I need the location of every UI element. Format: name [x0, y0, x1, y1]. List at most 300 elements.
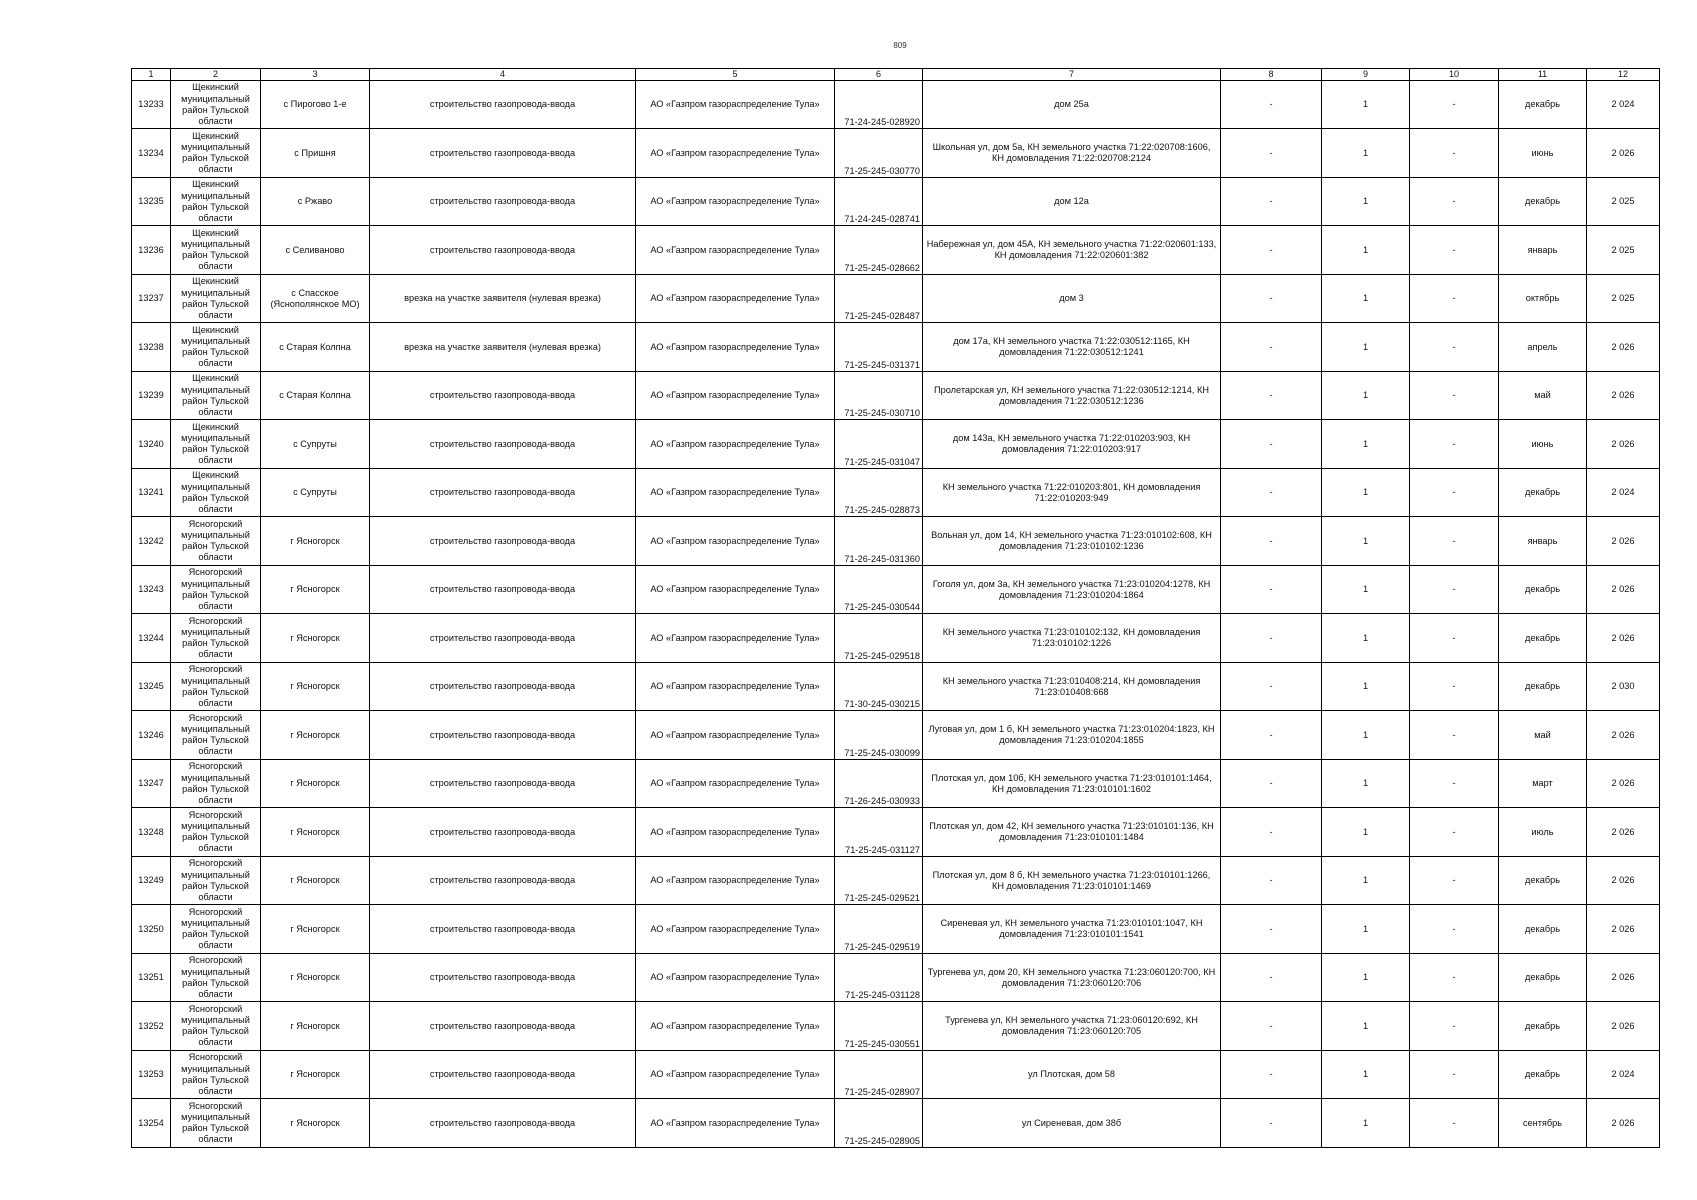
column-8-cell: - — [1221, 177, 1322, 226]
organization-cell: АО «Газпром газораспределение Тула» — [636, 323, 835, 372]
column-10-cell: - — [1410, 177, 1499, 226]
table-row — [132, 711, 1660, 760]
row-number-cell: 13254 — [132, 1099, 171, 1148]
month-cell: декабрь — [1499, 905, 1587, 954]
column-10-cell: - — [1410, 274, 1499, 323]
row-number-cell: 13242 — [132, 517, 171, 566]
table-row — [132, 177, 1660, 226]
year-cell: 2 026 — [1587, 371, 1660, 420]
district-cell: Щекинский муниципальный район Тульской области — [171, 468, 261, 517]
year-cell: 2 025 — [1587, 274, 1660, 323]
code-cell: 71-24-245-028741 — [835, 177, 923, 226]
year-cell: 2 026 — [1587, 808, 1660, 857]
code-cell: 71-25-245-030099 — [835, 711, 923, 760]
row-number-cell: 13238 — [132, 323, 171, 372]
table-row — [132, 808, 1660, 857]
year-cell: 2 026 — [1587, 711, 1660, 760]
month-cell: июнь — [1499, 129, 1587, 178]
table-row — [132, 905, 1660, 954]
code-cell: 71-26-245-030933 — [835, 759, 923, 808]
district-cell: Щекинский муниципальный район Тульской области — [171, 323, 261, 372]
column-9-cell: 1 — [1322, 177, 1410, 226]
locality-cell: с Старая Колпна — [261, 371, 370, 420]
district-cell: Ясногорский муниципальный район Тульской области — [171, 711, 261, 760]
year-cell: 2 026 — [1587, 565, 1660, 614]
column-8-cell: - — [1221, 759, 1322, 808]
locality-cell: г Ясногорск — [261, 1099, 370, 1148]
district-cell: Ясногорский муниципальный район Тульской области — [171, 1002, 261, 1051]
table-row — [132, 468, 1660, 517]
organization-cell: АО «Газпром газораспределение Тула» — [636, 1002, 835, 1051]
work-type-cell: строительство газопровода-ввода — [370, 953, 636, 1002]
row-number-cell: 13233 — [132, 80, 171, 129]
locality-cell: с Супруты — [261, 468, 370, 517]
address-cell: дом 3 — [923, 274, 1221, 323]
column-10-cell: - — [1410, 80, 1499, 129]
district-cell: Щекинский муниципальный район Тульской области — [171, 274, 261, 323]
district-cell: Ясногорский муниципальный район Тульской области — [171, 517, 261, 566]
column-8-cell: - — [1221, 1050, 1322, 1099]
work-type-cell: строительство газопровода-ввода — [370, 759, 636, 808]
table-row — [132, 517, 1660, 566]
district-cell: Ясногорский муниципальный район Тульской области — [171, 856, 261, 905]
table-row — [132, 856, 1660, 905]
work-type-cell: строительство газопровода-ввода — [370, 856, 636, 905]
column-header-row — [132, 69, 1660, 81]
column-9-cell: 1 — [1322, 614, 1410, 663]
work-type-cell: строительство газопровода-ввода — [370, 177, 636, 226]
district-cell: Ясногорский муниципальный район Тульской области — [171, 759, 261, 808]
column-header: 9 — [1322, 69, 1410, 81]
address-cell: дом 12а — [923, 177, 1221, 226]
address-cell: Плотская ул, дом 10б, КН земельного участка 71:23:010101:1464, КН домовладения 71:23:010101:1602 — [923, 759, 1221, 808]
table-row — [132, 1002, 1660, 1051]
work-type-cell: строительство газопровода-ввода — [370, 1050, 636, 1099]
column-9-cell: 1 — [1322, 759, 1410, 808]
column-header: 4 — [370, 69, 636, 81]
locality-cell: г Ясногорск — [261, 856, 370, 905]
organization-cell: АО «Газпром газораспределение Тула» — [636, 226, 835, 275]
data-table — [131, 68, 1660, 1148]
row-number-cell: 13253 — [132, 1050, 171, 1099]
code-cell: 71-26-245-031360 — [835, 517, 923, 566]
column-8-cell: - — [1221, 517, 1322, 566]
column-9-cell: 1 — [1322, 420, 1410, 469]
column-8-cell: - — [1221, 80, 1322, 129]
table-row — [132, 129, 1660, 178]
row-number-cell: 13241 — [132, 468, 171, 517]
column-10-cell: - — [1410, 662, 1499, 711]
column-9-cell: 1 — [1322, 371, 1410, 420]
table-row — [132, 323, 1660, 372]
column-10-cell: - — [1410, 905, 1499, 954]
year-cell: 2 026 — [1587, 614, 1660, 663]
work-type-cell: строительство газопровода-ввода — [370, 468, 636, 517]
year-cell: 2 025 — [1587, 177, 1660, 226]
year-cell: 2 026 — [1587, 420, 1660, 469]
address-cell: КН земельного участка 71:23:010408:214, КН домовладения 71:23:010408:668 — [923, 662, 1221, 711]
year-cell: 2 026 — [1587, 759, 1660, 808]
organization-cell: АО «Газпром газораспределение Тула» — [636, 808, 835, 857]
month-cell: сентябрь — [1499, 1099, 1587, 1148]
column-header: 2 — [171, 69, 261, 81]
column-9-cell: 1 — [1322, 1050, 1410, 1099]
locality-cell: с Ржаво — [261, 177, 370, 226]
column-10-cell: - — [1410, 953, 1499, 1002]
district-cell: Ясногорский муниципальный район Тульской области — [171, 565, 261, 614]
column-8-cell: - — [1221, 808, 1322, 857]
organization-cell: АО «Газпром газораспределение Тула» — [636, 856, 835, 905]
locality-cell: г Ясногорск — [261, 905, 370, 954]
month-cell: декабрь — [1499, 614, 1587, 663]
organization-cell: АО «Газпром газораспределение Тула» — [636, 1050, 835, 1099]
column-9-cell: 1 — [1322, 711, 1410, 760]
address-cell: Гоголя ул, дом 3а, КН земельного участка 71:23:010204:1278, КН домовладения 71:23:010204:1864 — [923, 565, 1221, 614]
year-cell: 2 024 — [1587, 1050, 1660, 1099]
month-cell: апрель — [1499, 323, 1587, 372]
locality-cell: г Ясногорск — [261, 1002, 370, 1051]
address-cell: Луговая ул, дом 1 б, КН земельного участка 71:23:010204:1823, КН домовладения 71:23:010204:1855 — [923, 711, 1221, 760]
column-9-cell: 1 — [1322, 1002, 1410, 1051]
table-row — [132, 226, 1660, 275]
code-cell: 71-25-245-028487 — [835, 274, 923, 323]
row-number-cell: 13235 — [132, 177, 171, 226]
column-10-cell: - — [1410, 808, 1499, 857]
year-cell: 2 026 — [1587, 953, 1660, 1002]
column-8-cell: - — [1221, 468, 1322, 517]
locality-cell: г Ясногорск — [261, 808, 370, 857]
column-9-cell: 1 — [1322, 856, 1410, 905]
address-cell: КН земельного участка 71:23:010102:132, КН домовладения 71:23:010102:1226 — [923, 614, 1221, 663]
row-number-cell: 13243 — [132, 565, 171, 614]
column-header: 5 — [636, 69, 835, 81]
year-cell: 2 026 — [1587, 323, 1660, 372]
column-8-cell: - — [1221, 662, 1322, 711]
column-10-cell: - — [1410, 614, 1499, 663]
year-cell: 2 026 — [1587, 517, 1660, 566]
address-cell: Пролетарская ул, КН земельного участка 71:22:030512:1214, КН домовладения 71:22:030512:1236 — [923, 371, 1221, 420]
column-8-cell: - — [1221, 711, 1322, 760]
organization-cell: АО «Газпром газораспределение Тула» — [636, 662, 835, 711]
district-cell: Ясногорский муниципальный район Тульской области — [171, 614, 261, 663]
column-header: 3 — [261, 69, 370, 81]
code-cell: 71-25-245-031371 — [835, 323, 923, 372]
column-8-cell: - — [1221, 905, 1322, 954]
locality-cell: г Ясногорск — [261, 1050, 370, 1099]
column-10-cell: - — [1410, 420, 1499, 469]
code-cell: 71-25-245-028873 — [835, 468, 923, 517]
district-cell: Ясногорский муниципальный район Тульской области — [171, 662, 261, 711]
month-cell: декабрь — [1499, 662, 1587, 711]
column-10-cell: - — [1410, 371, 1499, 420]
code-cell: 71-24-245-028920 — [835, 80, 923, 129]
work-type-cell: строительство газопровода-ввода — [370, 1002, 636, 1051]
organization-cell: АО «Газпром газораспределение Тула» — [636, 953, 835, 1002]
month-cell: декабрь — [1499, 565, 1587, 614]
work-type-cell: строительство газопровода-ввода — [370, 517, 636, 566]
column-header: 7 — [923, 69, 1221, 81]
work-type-cell: строительство газопровода-ввода — [370, 129, 636, 178]
code-cell: 71-25-245-029518 — [835, 614, 923, 663]
column-8-cell: - — [1221, 129, 1322, 178]
month-cell: июнь — [1499, 420, 1587, 469]
organization-cell: АО «Газпром газораспределение Тула» — [636, 614, 835, 663]
table-row — [132, 420, 1660, 469]
address-cell: КН земельного участка 71:22:010203:801, КН домовладения 71:22:010203:949 — [923, 468, 1221, 517]
column-10-cell: - — [1410, 1099, 1499, 1148]
column-10-cell: - — [1410, 856, 1499, 905]
work-type-cell: строительство газопровода-ввода — [370, 80, 636, 129]
code-cell: 71-25-245-031047 — [835, 420, 923, 469]
work-type-cell: врезка на участке заявителя (нулевая врезка) — [370, 274, 636, 323]
locality-cell: с Старая Колпна — [261, 323, 370, 372]
month-cell: декабрь — [1499, 80, 1587, 129]
organization-cell: АО «Газпром газораспределение Тула» — [636, 129, 835, 178]
row-number-cell: 13240 — [132, 420, 171, 469]
district-cell: Ясногорский муниципальный район Тульской области — [171, 808, 261, 857]
address-cell: Плотская ул, дом 8 б, КН земельного участка 71:23:010101:1266, КН домовладения 71:23:010101:1469 — [923, 856, 1221, 905]
column-header: 12 — [1587, 69, 1660, 81]
column-9-cell: 1 — [1322, 808, 1410, 857]
district-cell: Щекинский муниципальный район Тульской области — [171, 226, 261, 275]
code-cell: 71-25-245-030710 — [835, 371, 923, 420]
month-cell: май — [1499, 711, 1587, 760]
code-cell: 71-25-245-029519 — [835, 905, 923, 954]
locality-cell: с Пирогово 1-е — [261, 80, 370, 129]
organization-cell: АО «Газпром газораспределение Тула» — [636, 517, 835, 566]
table-row — [132, 953, 1660, 1002]
address-cell: Вольная ул, дом 14, КН земельного участка 71:23:010102:608, КН домовладения 71:23:010102:1236 — [923, 517, 1221, 566]
address-cell: дом 17а, КН земельного участка 71:22:030512:1165, КН домовладения 71:22:030512:1241 — [923, 323, 1221, 372]
column-10-cell: - — [1410, 323, 1499, 372]
month-cell: январь — [1499, 517, 1587, 566]
work-type-cell: строительство газопровода-ввода — [370, 711, 636, 760]
work-type-cell: строительство газопровода-ввода — [370, 420, 636, 469]
row-number-cell: 13248 — [132, 808, 171, 857]
district-cell: Щекинский муниципальный район Тульской области — [171, 420, 261, 469]
column-8-cell: - — [1221, 614, 1322, 663]
address-cell: Набережная ул, дом 45А, КН земельного участка 71:22:020601:133, КН домовладения 71:22:020601:382 — [923, 226, 1221, 275]
work-type-cell: строительство газопровода-ввода — [370, 614, 636, 663]
address-cell: Тургенева ул, дом 20, КН земельного участка 71:23:060120:700, КН домовладения 71:23:060120:706 — [923, 953, 1221, 1002]
work-type-cell: врезка на участке заявителя (нулевая врезка) — [370, 323, 636, 372]
table-row — [132, 1050, 1660, 1099]
column-8-cell: - — [1221, 226, 1322, 275]
column-10-cell: - — [1410, 759, 1499, 808]
month-cell: декабрь — [1499, 1050, 1587, 1099]
row-number-cell: 13236 — [132, 226, 171, 275]
table-row — [132, 614, 1660, 663]
address-cell: Сиреневая ул, КН земельного участка 71:23:010101:1047, КН домовладения 71:23:010101:1541 — [923, 905, 1221, 954]
column-9-cell: 1 — [1322, 80, 1410, 129]
table-row — [132, 662, 1660, 711]
column-9-cell: 1 — [1322, 565, 1410, 614]
district-cell: Щекинский муниципальный район Тульской области — [171, 177, 261, 226]
locality-cell: г Ясногорск — [261, 759, 370, 808]
table-row — [132, 1099, 1660, 1148]
work-type-cell: строительство газопровода-ввода — [370, 1099, 636, 1148]
code-cell: 71-25-245-028907 — [835, 1050, 923, 1099]
locality-cell: с Пришня — [261, 129, 370, 178]
code-cell: 71-25-245-030544 — [835, 565, 923, 614]
locality-cell: с Спасское (Яснополянское МО) — [261, 274, 370, 323]
column-8-cell: - — [1221, 1002, 1322, 1051]
row-number-cell: 13251 — [132, 953, 171, 1002]
year-cell: 2 026 — [1587, 856, 1660, 905]
table-row — [132, 759, 1660, 808]
organization-cell: АО «Газпром газораспределение Тула» — [636, 274, 835, 323]
work-type-cell: строительство газопровода-ввода — [370, 371, 636, 420]
locality-cell: г Ясногорск — [261, 662, 370, 711]
locality-cell: г Ясногорск — [261, 711, 370, 760]
column-8-cell: - — [1221, 274, 1322, 323]
row-number-cell: 13244 — [132, 614, 171, 663]
year-cell: 2 026 — [1587, 129, 1660, 178]
month-cell: июль — [1499, 808, 1587, 857]
code-cell: 71-30-245-030215 — [835, 662, 923, 711]
month-cell: октябрь — [1499, 274, 1587, 323]
locality-cell: с Селиваново — [261, 226, 370, 275]
column-header: 10 — [1410, 69, 1499, 81]
row-number-cell: 13239 — [132, 371, 171, 420]
column-9-cell: 1 — [1322, 905, 1410, 954]
year-cell: 2 030 — [1587, 662, 1660, 711]
locality-cell: г Ясногорск — [261, 953, 370, 1002]
column-10-cell: - — [1410, 468, 1499, 517]
column-header: 8 — [1221, 69, 1322, 81]
column-header: 1 — [132, 69, 171, 81]
month-cell: декабрь — [1499, 468, 1587, 517]
work-type-cell: строительство газопровода-ввода — [370, 662, 636, 711]
year-cell: 2 025 — [1587, 226, 1660, 275]
column-9-cell: 1 — [1322, 517, 1410, 566]
organization-cell: АО «Газпром газораспределение Тула» — [636, 1099, 835, 1148]
column-10-cell: - — [1410, 1002, 1499, 1051]
address-cell: ул Плотская, дом 58 — [923, 1050, 1221, 1099]
code-cell: 71-25-245-031128 — [835, 953, 923, 1002]
column-9-cell: 1 — [1322, 226, 1410, 275]
month-cell: январь — [1499, 226, 1587, 275]
organization-cell: АО «Газпром газораспределение Тула» — [636, 371, 835, 420]
organization-cell: АО «Газпром газораспределение Тула» — [636, 80, 835, 129]
district-cell: Ясногорский муниципальный район Тульской области — [171, 905, 261, 954]
column-8-cell: - — [1221, 565, 1322, 614]
locality-cell: г Ясногорск — [261, 517, 370, 566]
column-8-cell: - — [1221, 856, 1322, 905]
table-row — [132, 565, 1660, 614]
district-cell: Ясногорский муниципальный район Тульской области — [171, 1099, 261, 1148]
column-10-cell: - — [1410, 226, 1499, 275]
code-cell: 71-25-245-030551 — [835, 1002, 923, 1051]
row-number-cell: 13252 — [132, 1002, 171, 1051]
organization-cell: АО «Газпром газораспределение Тула» — [636, 468, 835, 517]
code-cell: 71-25-245-028905 — [835, 1099, 923, 1148]
column-8-cell: - — [1221, 953, 1322, 1002]
column-10-cell: - — [1410, 1050, 1499, 1099]
locality-cell: с Супруты — [261, 420, 370, 469]
district-cell: Ясногорский муниципальный район Тульской области — [171, 953, 261, 1002]
table-row — [132, 371, 1660, 420]
table-row — [132, 80, 1660, 129]
month-cell: декабрь — [1499, 177, 1587, 226]
organization-cell: АО «Газпром газораспределение Тула» — [636, 905, 835, 954]
district-cell: Щекинский муниципальный район Тульской области — [171, 80, 261, 129]
column-10-cell: - — [1410, 711, 1499, 760]
column-8-cell: - — [1221, 371, 1322, 420]
row-number-cell: 13245 — [132, 662, 171, 711]
address-cell: Школьная ул, дом 5а, КН земельного участка 71:22:020708:1606, КН домовладения 71:22:020708:2124 — [923, 129, 1221, 178]
work-type-cell: строительство газопровода-ввода — [370, 565, 636, 614]
year-cell: 2 024 — [1587, 468, 1660, 517]
locality-cell: г Ясногорск — [261, 565, 370, 614]
column-9-cell: 1 — [1322, 323, 1410, 372]
district-cell: Ясногорский муниципальный район Тульской области — [171, 1050, 261, 1099]
organization-cell: АО «Газпром газораспределение Тула» — [636, 759, 835, 808]
row-number-cell: 13237 — [132, 274, 171, 323]
locality-cell: г Ясногорск — [261, 614, 370, 663]
column-10-cell: - — [1410, 129, 1499, 178]
column-9-cell: 1 — [1322, 953, 1410, 1002]
column-10-cell: - — [1410, 517, 1499, 566]
district-cell: Щекинский муниципальный район Тульской области — [171, 129, 261, 178]
column-8-cell: - — [1221, 323, 1322, 372]
address-cell: Тургенева ул, КН земельного участка 71:23:060120:692, КН домовладения 71:23:060120:705 — [923, 1002, 1221, 1051]
row-number-cell: 13250 — [132, 905, 171, 954]
organization-cell: АО «Газпром газораспределение Тула» — [636, 711, 835, 760]
column-8-cell: - — [1221, 420, 1322, 469]
year-cell: 2 026 — [1587, 1099, 1660, 1148]
column-10-cell: - — [1410, 565, 1499, 614]
row-number-cell: 13247 — [132, 759, 171, 808]
row-number-cell: 13246 — [132, 711, 171, 760]
code-cell: 71-25-245-029521 — [835, 856, 923, 905]
address-cell: дом 25а — [923, 80, 1221, 129]
address-cell: ул Сиреневая, дом 38б — [923, 1099, 1221, 1148]
month-cell: декабрь — [1499, 856, 1587, 905]
code-cell: 71-25-245-028662 — [835, 226, 923, 275]
work-type-cell: строительство газопровода-ввода — [370, 808, 636, 857]
year-cell: 2 026 — [1587, 905, 1660, 954]
column-header: 6 — [835, 69, 923, 81]
organization-cell: АО «Газпром газораспределение Тула» — [636, 177, 835, 226]
month-cell: декабрь — [1499, 953, 1587, 1002]
work-type-cell: строительство газопровода-ввода — [370, 226, 636, 275]
district-cell: Щекинский муниципальный район Тульской области — [171, 371, 261, 420]
month-cell: март — [1499, 759, 1587, 808]
work-type-cell: строительство газопровода-ввода — [370, 905, 636, 954]
address-cell: Плотская ул, дом 42, КН земельного участка 71:23:010101:136, КН домовладения 71:23:010101:1484 — [923, 808, 1221, 857]
table-row — [132, 274, 1660, 323]
organization-cell: АО «Газпром газораспределение Тула» — [636, 565, 835, 614]
column-9-cell: 1 — [1322, 129, 1410, 178]
address-cell: дом 143а, КН земельного участка 71:22:010203:903, КН домовладения 71:22:010203:917 — [923, 420, 1221, 469]
column-8-cell: - — [1221, 1099, 1322, 1148]
column-header: 11 — [1499, 69, 1587, 81]
column-9-cell: 1 — [1322, 468, 1410, 517]
organization-cell: АО «Газпром газораспределение Тула» — [636, 420, 835, 469]
year-cell: 2 026 — [1587, 1002, 1660, 1051]
code-cell: 71-25-245-031127 — [835, 808, 923, 857]
row-number-cell: 13249 — [132, 856, 171, 905]
column-9-cell: 1 — [1322, 1099, 1410, 1148]
row-number-cell: 13234 — [132, 129, 171, 178]
month-cell: май — [1499, 371, 1587, 420]
page-number: 809 — [893, 41, 907, 50]
column-9-cell: 1 — [1322, 274, 1410, 323]
code-cell: 71-25-245-030770 — [835, 129, 923, 178]
month-cell: декабрь — [1499, 1002, 1587, 1051]
year-cell: 2 024 — [1587, 80, 1660, 129]
